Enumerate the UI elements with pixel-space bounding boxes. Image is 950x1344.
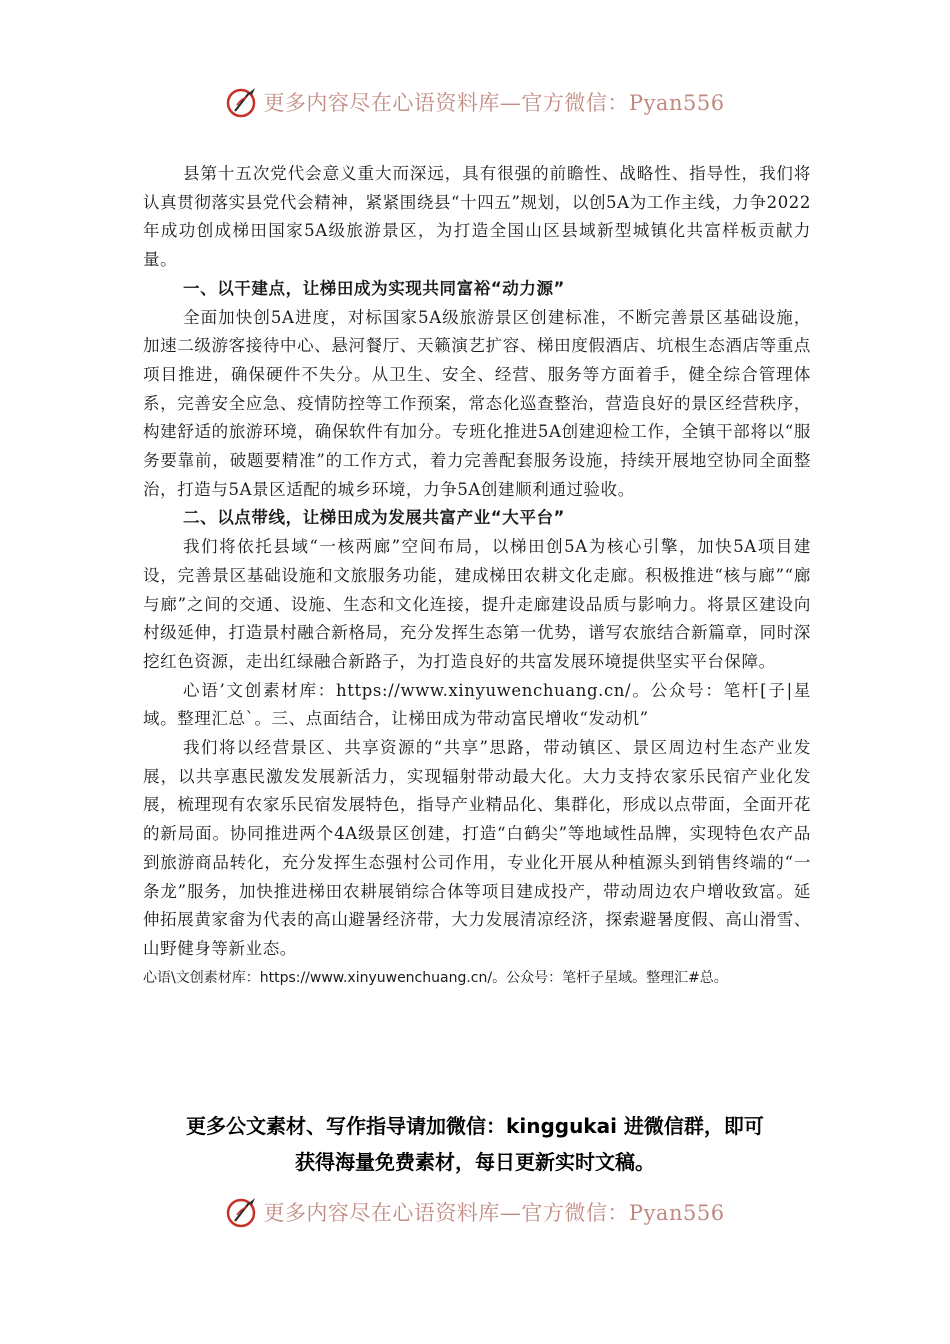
intro-paragraph: 县第十五次党代会意义重大而深远，具有很强的前瞻性、战略性、指导性，我们将认真贯彻落实县党代会精神，紧紧围绕县“十四五”规划，以创5A为工作主线，力争2022年成功创成梯田国家5A级旅游景区，为打造全国山区县域新型城镇化共富样板贡献力量。 [143,164,811,270]
section-3-paragraph: 我们将以经营景区、共享资源的“共享”思路，带动镇区、景区周边村生态产业发展，以共享惠民激发发展新活力，实现辐射带动最大化。大力支持农家乐民宿产业化发展，梳理现有农家乐民宿发展特色，指导产业精品化、集群化，形成以点带面，全面开花的新局面。协同推进两个4A级景区创建，打造“白鹤尖”等地域性品牌，实现特色农产品到旅游商品转化，充分发挥生态强村公司作用，专业化开展从种植源头到销售终端的“一条龙”服务，加快推进梯田农耕展销综合体等项目建成投产，带动周边农户增收致富。延伸拓展黄家畲为代表的高山避暑经济带，大力发展清凉经济，探索避暑度假、高山滑雪、山野健身等新业态。 [143,738,811,958]
quill-logo-icon [225,1195,259,1229]
promo-line-1: 更多公文素材、写作指导请加微信：kinggukai 进微信群，即可 [186,1114,764,1138]
promo-text [0,1108,950,1180]
source-note: 心语\文创素材库：https://www.xinyuwenchuang.cn/。公众号：笔杆子星域。整理汇#总。 [143,969,728,986]
section-heading-2: 二、以点带线，让梯田成为发展共富产业“大平台” [183,508,565,528]
header-banner [0,80,950,124]
banner-text: 更多内容尽在心语资料库—官方微信：Pyan556 [263,91,725,115]
document-body [143,160,811,990]
quill-logo-icon [225,85,259,119]
banner-text: 更多内容尽在心语资料库—官方微信：Pyan556 [263,1201,725,1225]
section-heading-1: 一、以干建点，让梯田成为实现共同富裕“动力源” [183,278,565,298]
promo-line-2: 获得海量免费素材，每日更新实时文稿。 [295,1150,655,1174]
section-3-lead-paragraph: 心语’文创素材库：https://www.xinyuwenchuang.cn/。公众号：笔杆[子|星域。整理汇总`。三、点面结合，让梯田成为带动富民增收“发动机” [143,680,811,729]
footer-banner [0,1190,950,1234]
section-1-paragraph: 全面加快创5A进度，对标国家5A级旅游景区创建标准，不断完善景区基础设施，加速二级游客接待中心、悬河餐厅、天籁演艺扩容、梯田度假酒店、坑根生态酒店等重点项目推进，确保硬件不失分。从卫生、安全、经营、服务等方面着手，健全综合管理体系，完善安全应急、疫情防控等工作预案，常态化巡查整治，营造良好的景区经营秩序，构建舒适的旅游环境，确保软件有加分。专班化推进5A创建迎检工作，全镇干部将以“服务要靠前，破题要精准”的工作方式，着力完善配套服务设施，持续开展地空协同全面整治，打造与5A景区适配的城乡环境，力争5A创建顺利通过验收。 [143,307,811,499]
section-2-paragraph: 我们将依托县域“一核两廊”空间布局，以梯田创5A为核心引擎，加快5A项目建设，完善景区基础设施和文旅服务功能，建成梯田农耕文化走廊。积极推进“核与廊”“廊与廊”之间的交通、设施、生态和文化连接，提升走廊建设品质与影响力。将景区建设向村级延伸，打造景村融合新格局，充分发挥生态第一优势，谱写农旅结合新篇章，同时深挖红色资源，走出红绿融合新路子，为打造良好的共富发展环境提供坚实平台保障。 [143,537,811,671]
